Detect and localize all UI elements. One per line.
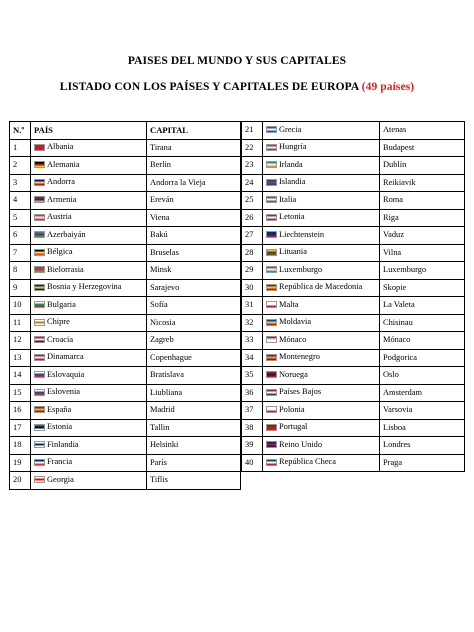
row-number: 13 [10,349,31,367]
country-cell [263,262,380,280]
row-number: 24 [242,174,263,192]
flag-icon [34,214,45,221]
flag-icon [266,179,277,186]
table-row [242,244,465,262]
row-number: 21 [242,122,263,140]
country-cell [31,384,147,402]
row-number: 23 [242,157,263,175]
country-name: Armenia [47,194,77,204]
country-cell [31,227,147,245]
flag-icon [266,266,277,273]
flag-icon [34,301,45,308]
table-row [242,192,465,210]
country-cell [263,122,380,140]
country-name: Polonia [279,404,305,414]
country-name: Georgia [47,474,74,484]
capital-name: Bratislava [147,367,241,385]
capital-name: Londres [380,437,465,455]
flag-icon [34,389,45,396]
capital-name: Varsovia [380,402,465,420]
table-row [10,157,241,175]
capital-name: Tiflis [147,472,241,490]
country-cell [263,419,380,437]
row-number: 33 [242,332,263,350]
table-row [242,262,465,280]
row-number: 11 [10,314,31,332]
row-number: 4 [10,192,31,210]
country-cell [263,297,380,315]
header-number: N.º [10,122,31,140]
flag-icon [34,459,45,466]
capital-name: Bakú [147,227,241,245]
table-row [10,367,241,385]
row-number: 39 [242,437,263,455]
flag-icon [34,249,45,256]
table-row [242,419,465,437]
country-name: República de Macedonia [279,282,363,292]
row-number: 5 [10,209,31,227]
row-number: 8 [10,262,31,280]
table-row [242,174,465,192]
flag-icon [34,441,45,448]
table-header-row [10,122,241,140]
country-name: Mónaco [279,334,307,344]
flag-icon [266,214,277,221]
country-cell [263,279,380,297]
flag-icon [266,389,277,396]
row-number: 6 [10,227,31,245]
table-row [10,437,241,455]
table-row [10,297,241,315]
country-cell [31,332,147,350]
country-count: (49 países) [361,81,415,93]
table-row [10,209,241,227]
row-number: 31 [242,297,263,315]
table-row [242,367,465,385]
flag-icon [34,424,45,431]
row-number: 29 [242,262,263,280]
table-row [10,454,241,472]
capital-name: Minsk [147,262,241,280]
capital-name: Reikiavik [380,174,465,192]
country-cell [31,437,147,455]
flag-icon [266,301,277,308]
capital-name: Andorra la Vieja [147,174,241,192]
table-row [10,419,241,437]
flag-icon [34,196,45,203]
country-cell [263,437,380,455]
table-row [10,139,241,157]
country-name: Bulgaria [47,299,76,309]
table-row [242,332,465,350]
capital-name: Riga [380,209,465,227]
countries-table-left [9,121,241,490]
country-name: Albania [47,142,74,152]
capital-name: Podgorica [380,349,465,367]
country-name: República Checa [279,457,336,467]
country-name: Eslovenia [47,387,81,397]
flag-icon [266,126,277,133]
country-name: Países Bajos [279,387,322,397]
capital-name: Liubliana [147,384,241,402]
table-row [242,297,465,315]
flag-icon [266,161,277,168]
country-name: Islandia [279,177,306,187]
country-name: Montenegro [279,352,320,362]
flag-icon [266,249,277,256]
country-name: España [47,404,72,414]
capital-name: Vaduz [380,227,465,245]
capital-name: Zagreb [147,332,241,350]
table-row [10,227,241,245]
row-number: 32 [242,314,263,332]
flag-icon [34,354,45,361]
table-row [10,402,241,420]
row-number: 27 [242,227,263,245]
subtitle-text: LISTADO CON LOS PAÍSES Y CAPITALES DE EUROPA [59,81,359,93]
capital-name: Dublín [380,157,465,175]
row-number: 12 [10,332,31,350]
capital-name: Roma [380,192,465,210]
country-name: Italia [279,194,297,204]
capital-name: Chisinau [380,314,465,332]
flag-icon [34,144,45,151]
country-cell [31,419,147,437]
row-number: 25 [242,192,263,210]
country-name: Chipre [47,317,70,327]
header-country: PAÍS [31,122,147,140]
country-name: Eslovaquia [47,369,85,379]
capital-name: Budapest [380,139,465,157]
row-number: 9 [10,279,31,297]
table-row [242,139,465,157]
table-row [10,279,241,297]
capital-name: Nicosia [147,314,241,332]
row-number: 40 [242,454,263,472]
table-row [242,122,465,140]
countries-table-right [241,121,465,472]
row-number: 3 [10,174,31,192]
row-number: 34 [242,349,263,367]
table-row [10,262,241,280]
country-name: Austria [47,212,72,222]
country-cell [263,192,380,210]
row-number: 19 [10,454,31,472]
country-cell [263,384,380,402]
table-row [10,349,241,367]
capital-name: Mónaco [380,332,465,350]
capital-name: Atenas [380,122,465,140]
row-number: 20 [10,472,31,490]
flag-icon [266,354,277,361]
country-cell [263,139,380,157]
country-cell [31,209,147,227]
country-cell [31,262,147,280]
country-name: Croacia [47,334,74,344]
capital-name: Bruselas [147,244,241,262]
country-cell [31,244,147,262]
row-number: 36 [242,384,263,402]
row-number: 15 [10,384,31,402]
row-number: 10 [10,297,31,315]
flag-icon [266,406,277,413]
capital-name: Lisboa [380,419,465,437]
table-row [242,209,465,227]
country-cell [263,367,380,385]
flag-icon [266,459,277,466]
flag-icon [266,284,277,291]
country-cell [263,157,380,175]
flag-icon [266,336,277,343]
flag-icon [266,319,277,326]
flag-icon [34,231,45,238]
table-row [10,332,241,350]
row-number: 2 [10,157,31,175]
capital-name: Berlín [147,157,241,175]
country-name: Estonia [47,422,73,432]
country-name: Irlanda [279,159,303,169]
table-row [10,314,241,332]
table-row [242,227,465,245]
table-row [10,192,241,210]
country-cell [263,209,380,227]
capital-name: Skopie [380,279,465,297]
country-cell [31,192,147,210]
row-number: 35 [242,367,263,385]
row-number: 7 [10,244,31,262]
row-number: 30 [242,279,263,297]
capital-name: París [147,454,241,472]
row-number: 18 [10,437,31,455]
table-row [242,314,465,332]
table-row [10,174,241,192]
row-number: 37 [242,402,263,420]
country-name: Hungría [279,142,307,152]
page-title: PAISES DEL MUNDO Y SUS CAPITALES [127,55,347,67]
table-body-right [242,122,465,472]
row-number: 28 [242,244,263,262]
country-name: Moldavia [279,317,312,327]
country-cell [263,314,380,332]
flag-icon [34,284,45,291]
capital-name: Sarajevo [147,279,241,297]
flag-icon [34,161,45,168]
flag-icon [34,266,45,273]
flag-icon [266,231,277,238]
row-number: 16 [10,402,31,420]
country-cell [31,279,147,297]
table-row [242,437,465,455]
country-name: Luxemburgo [279,264,323,274]
country-cell [31,402,147,420]
country-cell [31,314,147,332]
flag-icon [34,476,45,483]
capital-name: Luxemburgo [380,262,465,280]
country-cell [31,297,147,315]
row-number: 22 [242,139,263,157]
flag-icon [266,196,277,203]
country-cell [31,139,147,157]
table-row [242,454,465,472]
country-cell [31,367,147,385]
country-name: Bélgica [47,247,73,257]
row-number: 17 [10,419,31,437]
row-number: 1 [10,139,31,157]
capital-name: La Valeta [380,297,465,315]
capital-name: Ereván [147,192,241,210]
table-row [242,349,465,367]
table-row [242,279,465,297]
capital-name: Viena [147,209,241,227]
country-cell [263,349,380,367]
table-row [10,244,241,262]
table-body-left [10,139,241,489]
flag-icon [266,144,277,151]
country-name: Letonia [279,212,305,222]
table-row [10,384,241,402]
country-name: Malta [279,299,299,309]
flag-icon [266,371,277,378]
country-cell [31,174,147,192]
table-row [242,384,465,402]
country-cell [31,349,147,367]
flag-icon [34,179,45,186]
capital-name: Oslo [380,367,465,385]
flag-icon [34,371,45,378]
country-cell [263,227,380,245]
capital-name: Copenhague [147,349,241,367]
capital-name: Madrid [147,402,241,420]
country-name: Bosnia y Herzegovina [47,282,122,292]
country-name: Portugal [279,422,308,432]
country-cell [263,454,380,472]
country-cell [31,472,147,490]
capital-name: Amsterdam [380,384,465,402]
country-name: Azerbaiyán [47,229,86,239]
row-number: 26 [242,209,263,227]
flag-icon [266,441,277,448]
country-name: Noruega [279,369,308,379]
capital-name: Helsinki [147,437,241,455]
flag-icon [266,424,277,431]
header-capital: CAPITAL [147,122,241,140]
table-row [10,472,241,490]
country-cell [263,174,380,192]
country-name: Francia [47,457,73,467]
capital-name: Tirana [147,139,241,157]
country-name: Alemania [47,159,80,169]
country-cell [263,244,380,262]
country-name: Bielorrasia [47,264,84,274]
capital-name: Praga [380,454,465,472]
country-cell [263,402,380,420]
flag-icon [34,319,45,326]
country-name: Grecia [279,124,302,134]
country-name: Liechtenstein [279,229,325,239]
flag-icon [34,336,45,343]
table-row [242,402,465,420]
table-row [242,157,465,175]
capital-name: Tallin [147,419,241,437]
country-cell [263,332,380,350]
country-name: Lituania [279,247,307,257]
country-name: Finlandia [47,439,79,449]
country-name: Andorra [47,177,75,187]
flag-icon [34,406,45,413]
country-name: Dinamarca [47,352,84,362]
page-subtitle [0,81,474,93]
capital-name: Sofía [147,297,241,315]
capital-name: Vilna [380,244,465,262]
country-name: Reino Unido [279,439,323,449]
country-cell [31,454,147,472]
row-number: 38 [242,419,263,437]
row-number: 14 [10,367,31,385]
country-cell [31,157,147,175]
